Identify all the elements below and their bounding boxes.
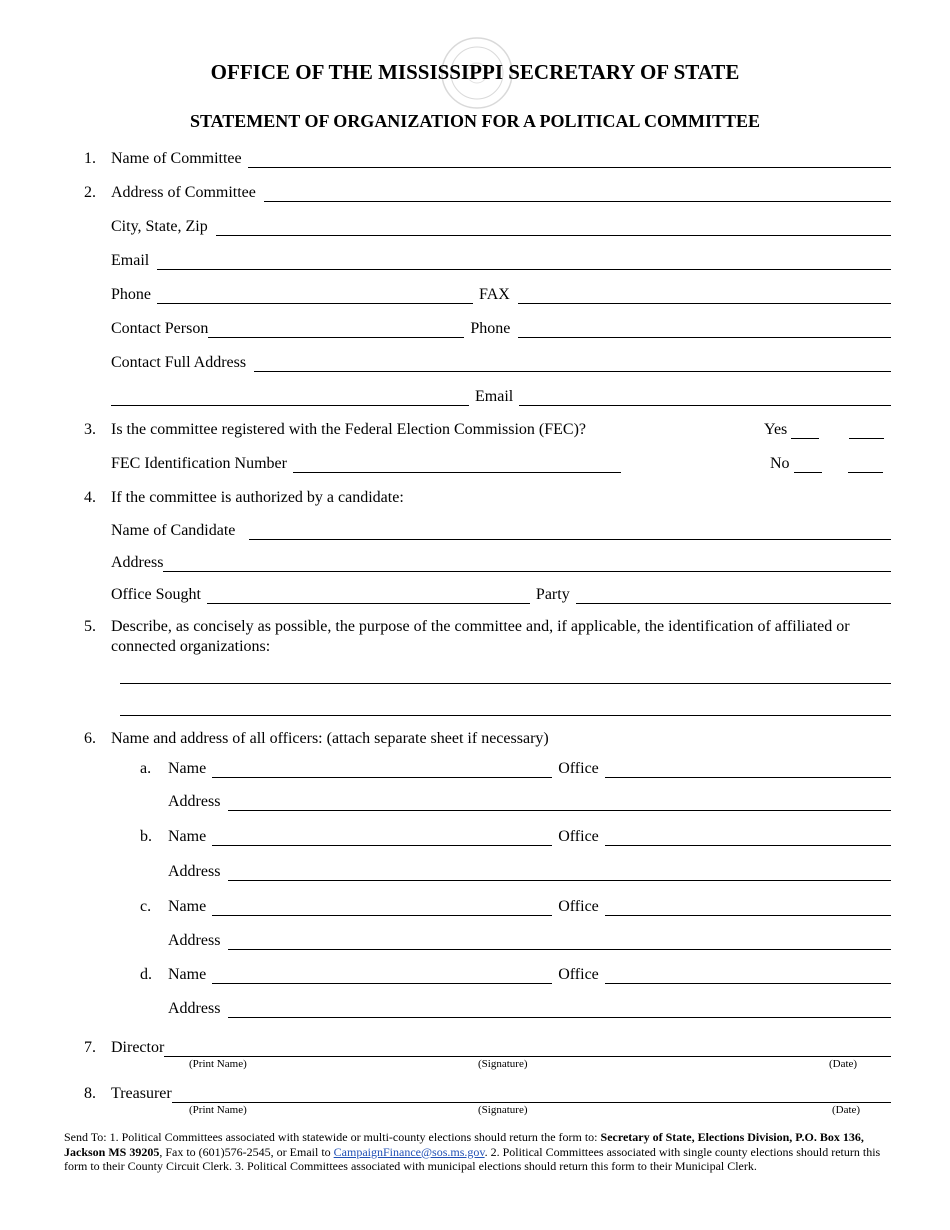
section-5-number: 5.	[84, 618, 96, 635]
contact-person-field[interactable]	[208, 322, 464, 338]
city-state-zip-field[interactable]	[216, 220, 891, 236]
send-to-instructions: Send To: 1. Political Committees associated with statewide or multi-county elections should return the form to: Secretary of State, Elections Division, P.O. Box 136, Jackson MS 39205, Fax to (601)576-2545, or Email to CampaignFinance@sos.ms.gov. 2. Political Committees associated with single county elections should return this form to their County Circuit Clerk. 3. Political Committees associated with municipal elections should return this form to their Municipal Clerk.	[64, 1130, 881, 1173]
contact-address-line-2-field[interactable]	[111, 390, 469, 406]
fec-id-field[interactable]	[293, 457, 621, 473]
purpose-question: Describe, as concisely as possible, the purpose of the committee and, if applicable, the identification of affiliated or connected organizations:	[111, 618, 850, 655]
officer-b-office-field[interactable]	[605, 830, 891, 846]
officer-a-name-label: Name	[168, 760, 207, 777]
contact-email-label: Email	[475, 388, 514, 405]
treasurer-field[interactable]	[172, 1087, 891, 1103]
officer-a-office-label: Office	[558, 760, 599, 777]
city-state-zip-row	[111, 214, 891, 236]
campaign-finance-email-link[interactable]: CampaignFinance@sos.ms.gov	[333, 1144, 485, 1159]
fec-no-initials-field[interactable]	[848, 457, 883, 473]
officer-b-office-label: Office	[558, 828, 599, 845]
contact-address-row	[111, 350, 891, 372]
page-title: OFFICE OF THE MISSISSIPPI SECRETARY OF STATE	[210, 60, 740, 84]
committee-address-label: Address of Committee	[111, 184, 256, 201]
fec-yes-option	[764, 417, 884, 439]
fec-yes-initials-field[interactable]	[849, 423, 884, 439]
contact-email-field[interactable]	[519, 390, 891, 406]
officer-b-name-row	[168, 824, 891, 846]
officer-c-address-field[interactable]	[228, 934, 891, 950]
treasurer-row	[111, 1081, 891, 1103]
officer-d-office-label: Office	[558, 966, 599, 983]
treasurer-date-hint: (Date)	[832, 1104, 861, 1116]
committee-address-row	[111, 180, 891, 202]
section-2-number: 2.	[84, 184, 96, 201]
fec-no-label: No	[770, 455, 790, 472]
office-sought-label: Office Sought	[111, 586, 201, 603]
director-signature-hint: (Signature)	[478, 1058, 528, 1070]
email-row	[111, 248, 891, 270]
purpose-line-1-field[interactable]	[120, 668, 891, 684]
section-4-number: 4.	[84, 489, 96, 506]
section-7-number: 7.	[84, 1039, 96, 1056]
committee-name-field[interactable]	[248, 152, 891, 168]
fec-id-label: FEC Identification Number	[111, 455, 287, 472]
officers-question: Name and address of all officers: (attach separate sheet if necessary)	[111, 730, 549, 747]
section-6-number: 6.	[84, 730, 96, 747]
officer-b-address-field[interactable]	[228, 865, 891, 881]
email-label: Email	[111, 252, 150, 269]
officer-d-name-row	[168, 962, 891, 984]
officer-b-address-row	[168, 859, 891, 881]
director-label: Director	[111, 1039, 165, 1056]
officers-question-row	[111, 726, 891, 748]
director-field[interactable]	[164, 1041, 891, 1057]
officer-d-address-field[interactable]	[228, 1002, 891, 1018]
candidate-question-row	[111, 485, 891, 507]
purpose-line-2-field[interactable]	[120, 700, 891, 716]
section-8-number: 8.	[84, 1085, 96, 1102]
fax-field[interactable]	[518, 288, 891, 304]
officer-d-address-row	[168, 996, 891, 1018]
director-date-hint: (Date)	[829, 1058, 858, 1070]
officer-a-name-field[interactable]	[212, 762, 552, 778]
fec-id-row	[111, 451, 621, 473]
officer-a-office-field[interactable]	[605, 762, 891, 778]
treasurer-label: Treasurer	[111, 1085, 172, 1102]
section-1-number: 1.	[84, 150, 96, 167]
officer-c-name-row	[168, 894, 891, 916]
officer-c-name-label: Name	[168, 898, 207, 915]
candidate-name-row	[111, 518, 891, 540]
candidate-address-field[interactable]	[163, 556, 891, 572]
city-state-zip-label: City, State, Zip	[111, 218, 208, 235]
candidate-question: If the committee is authorized by a candidate:	[111, 489, 404, 506]
director-row	[111, 1035, 891, 1057]
contact-phone-field[interactable]	[518, 322, 891, 338]
officer-b-letter: b.	[140, 828, 152, 845]
committee-name-label: Name of Committee	[111, 150, 242, 167]
party-field[interactable]	[576, 588, 891, 604]
officer-c-name-field[interactable]	[212, 900, 552, 916]
candidate-address-row	[111, 550, 891, 572]
fec-yes-label: Yes	[764, 421, 788, 438]
officer-a-name-row	[168, 756, 891, 778]
officer-b-name-field[interactable]	[212, 830, 552, 846]
officer-d-office-field[interactable]	[605, 968, 891, 984]
officer-b-address-label: Address	[168, 863, 221, 880]
contact-person-row	[111, 316, 891, 338]
mailing-address: Secretary of State, Elections Division, P.O. Box 136, Jackson MS 39205	[64, 1130, 864, 1159]
treasurer-print-hint: (Print Name)	[189, 1104, 247, 1116]
committee-address-field[interactable]	[264, 186, 891, 202]
candidate-name-label: Name of Candidate	[111, 522, 236, 539]
send-to-label: Send To:	[64, 1130, 107, 1144]
candidate-name-field[interactable]	[249, 524, 891, 540]
officer-d-name-label: Name	[168, 966, 207, 983]
officer-d-name-field[interactable]	[212, 968, 552, 984]
phone-field[interactable]	[157, 288, 473, 304]
officer-c-address-row	[168, 928, 891, 950]
fec-question-row	[111, 417, 586, 439]
contact-phone-label: Phone	[470, 320, 511, 337]
phone-label: Phone	[111, 286, 151, 303]
candidate-address-label: Address	[111, 554, 164, 571]
officer-c-office-label: Office	[558, 898, 599, 915]
fax-label: FAX	[479, 286, 510, 303]
contact-address-label: Contact Full Address	[111, 354, 247, 371]
officer-a-letter: a.	[140, 760, 152, 777]
contact-person-label: Contact Person	[111, 320, 209, 337]
office-sought-field[interactable]	[207, 588, 530, 604]
office-party-row	[111, 582, 891, 604]
officer-a-address-row	[168, 789, 891, 811]
form-subtitle: STATEMENT OF ORGANIZATION FOR A POLITICAL COMMITTEE	[189, 111, 761, 131]
email-field[interactable]	[157, 254, 891, 270]
phone-fax-row	[111, 282, 891, 304]
director-print-hint: (Print Name)	[189, 1058, 247, 1070]
officer-c-letter: c.	[140, 898, 152, 915]
committee-name-row	[111, 146, 891, 168]
officer-a-address-label: Address	[168, 793, 221, 810]
fec-question: Is the committee registered with the Federal Election Commission (FEC)?	[111, 421, 586, 438]
party-label: Party	[535, 586, 570, 603]
purpose-line-2-row	[120, 694, 891, 716]
purpose-line-1-row	[120, 662, 891, 684]
section-3-number: 3.	[84, 421, 96, 438]
officer-d-address-label: Address	[168, 1000, 221, 1017]
contact-address-email-row	[111, 384, 891, 406]
officer-d-letter: d.	[140, 966, 152, 983]
officer-a-address-field[interactable]	[228, 795, 891, 811]
contact-address-field[interactable]	[254, 356, 891, 372]
officer-c-office-field[interactable]	[605, 900, 891, 916]
fec-no-option	[770, 451, 883, 473]
officer-c-address-label: Address	[168, 932, 221, 949]
officer-b-name-label: Name	[168, 828, 207, 845]
treasurer-signature-hint: (Signature)	[478, 1104, 528, 1116]
fec-no-field[interactable]	[794, 457, 822, 473]
fec-yes-field[interactable]	[791, 423, 819, 439]
